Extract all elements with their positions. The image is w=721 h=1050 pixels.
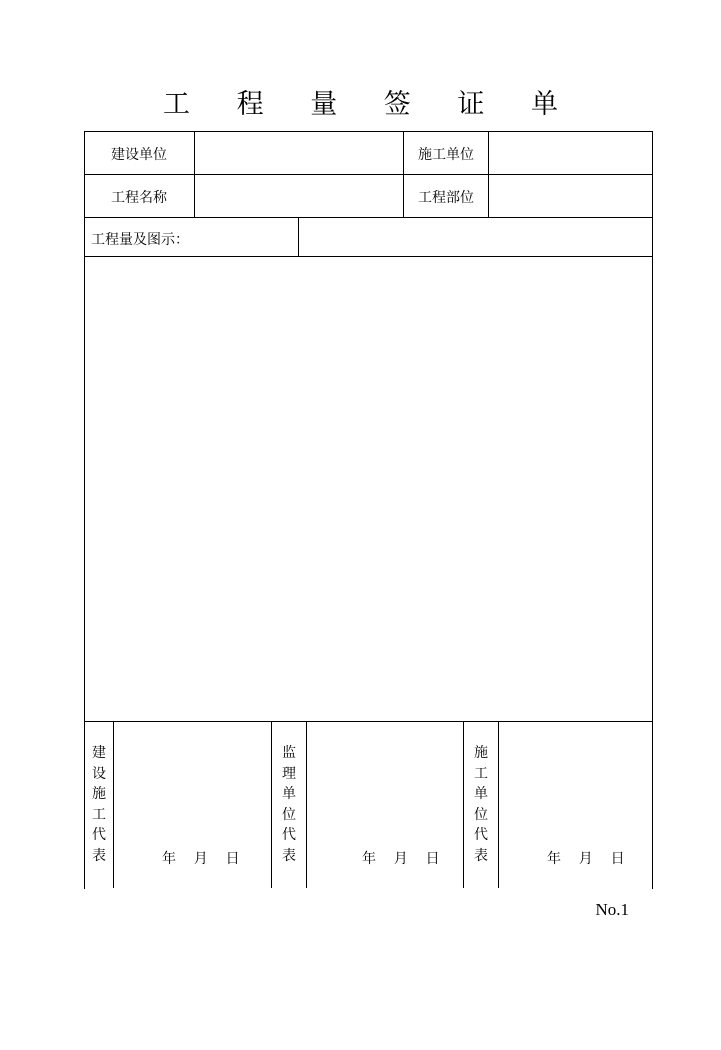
contractor-rep-date: 年 月 日 <box>547 851 625 867</box>
project-name-label: 工程名称 <box>111 190 167 206</box>
supervisor-rep-date: 年 月 日 <box>362 851 440 867</box>
quantity-drawing-area[interactable] <box>86 258 650 719</box>
supervisor-rep-label: 监理单位代表 <box>282 745 296 864</box>
column-divider <box>463 721 464 888</box>
form-title: 工 程 量 签 证 单 <box>163 89 577 120</box>
column-divider <box>194 131 195 217</box>
project-part-label: 工程部位 <box>418 190 474 206</box>
row-divider <box>84 217 652 218</box>
contractor-field[interactable] <box>492 136 647 170</box>
quantity-header-field[interactable] <box>302 221 647 252</box>
row-divider <box>84 721 652 722</box>
column-divider <box>306 721 307 888</box>
column-divider <box>498 721 499 888</box>
row-divider <box>84 256 652 257</box>
column-divider <box>271 721 272 888</box>
column-divider <box>488 131 489 217</box>
project-part-field[interactable] <box>492 179 647 213</box>
quantity-label: 工程量及图示： <box>91 232 189 248</box>
contractor-label: 施工单位 <box>418 147 474 163</box>
column-divider <box>113 721 114 888</box>
column-divider <box>298 217 299 256</box>
owner-rep-label: 建设施工代表 <box>92 745 106 864</box>
contractor-rep-label: 施工单位代表 <box>474 745 488 864</box>
row-divider <box>84 174 652 175</box>
project-name-field[interactable] <box>198 179 398 213</box>
owner-field[interactable] <box>198 136 398 170</box>
column-divider <box>403 131 404 217</box>
owner-rep-date: 年 月 日 <box>162 851 240 867</box>
owner-label: 建设单位 <box>111 147 167 163</box>
page-number: No.1 <box>595 900 629 919</box>
